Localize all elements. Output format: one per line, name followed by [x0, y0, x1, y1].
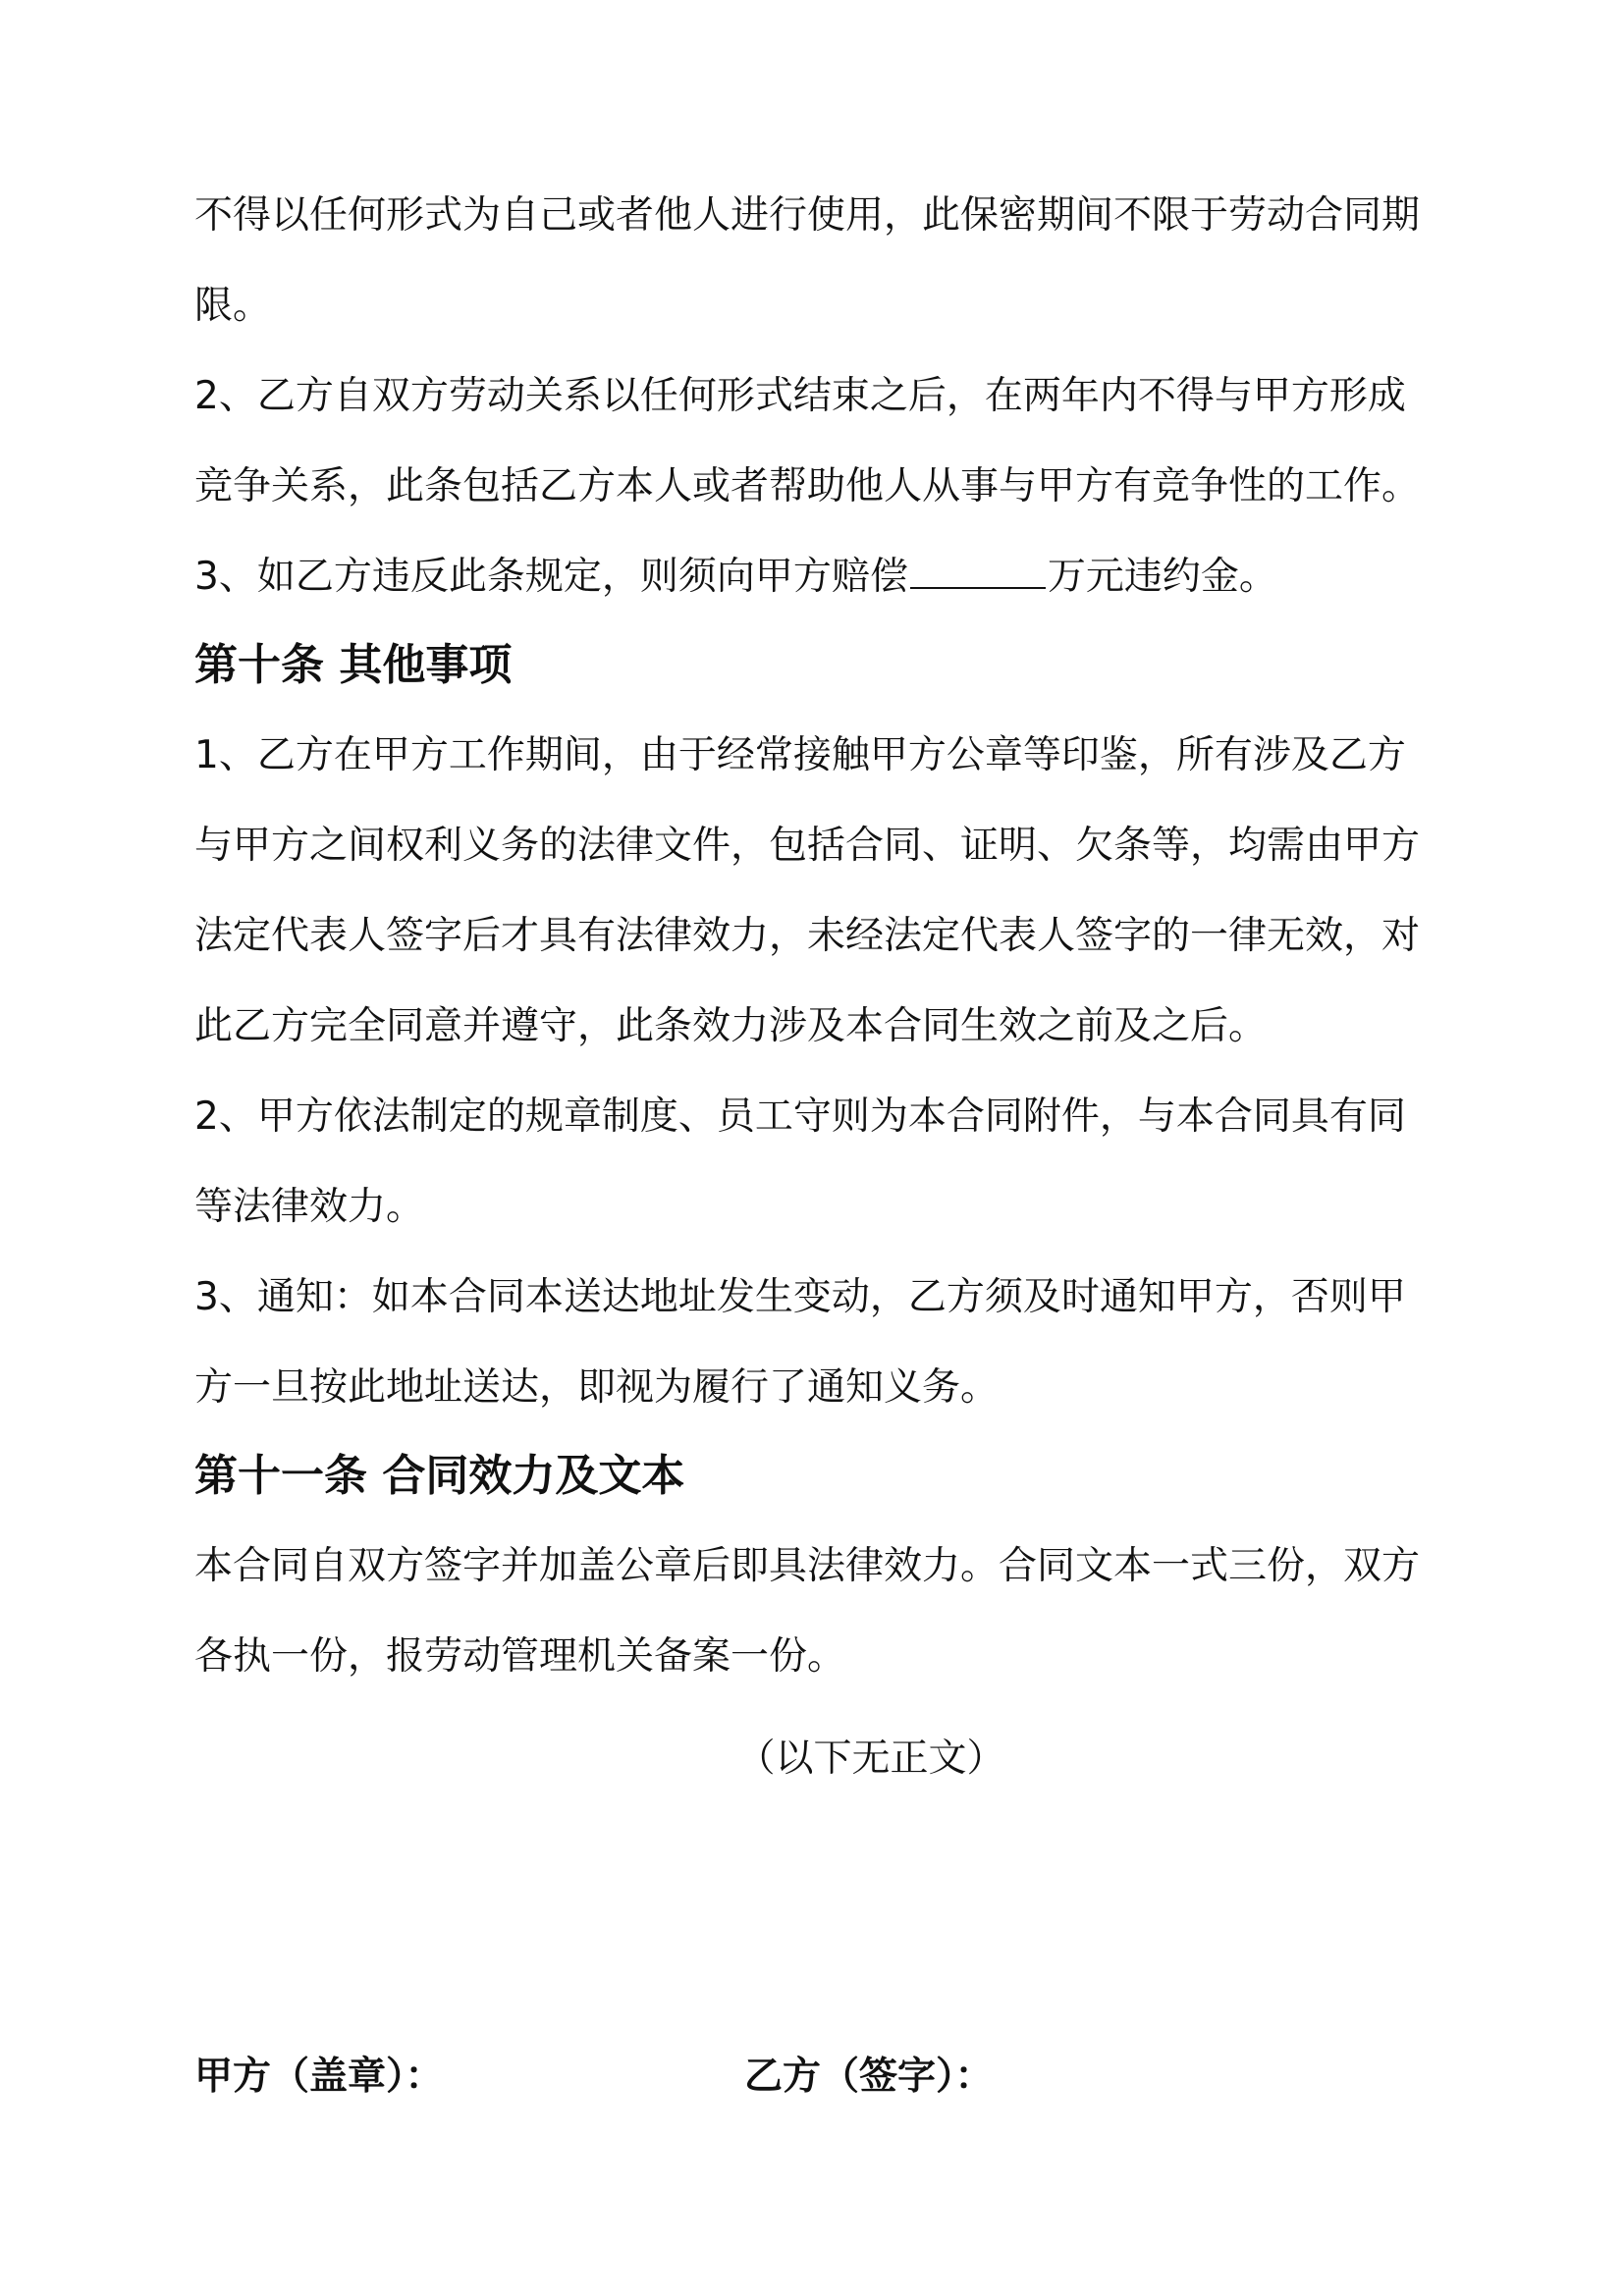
party-a-signature-label: 甲方（盖章）：: [194, 2055, 444, 2099]
paragraph-line: 2、甲方依法制定的规章制度、员工守则为本合同附件，与本合同具有同: [194, 1095, 1406, 1139]
paragraph-line: 各执一份，报劳动管理机关备案一份。: [194, 1634, 846, 1679]
paragraph-line: 3、通知：如本合同本送达地址发生变动，乙方须及时通知甲方，否则甲: [194, 1275, 1406, 1319]
paragraph-line: 2、乙方自双方劳动关系以任何形式结束之后，在两年内不得与甲方形成: [194, 374, 1406, 418]
paragraph-line: 本合同自双方签字并加盖公章后即具法律效力。合同文本一式三份，双方: [194, 1544, 1421, 1588]
paragraph-line: 等法律效力。: [194, 1185, 425, 1229]
paragraph-line: 1、乙方在甲方工作期间，由于经常接触甲方公章等印鉴，所有涉及乙方: [194, 733, 1406, 777]
penalty-clause-line: [194, 552, 1277, 603]
penalty-amount-blank: [910, 552, 1046, 589]
paragraph-line: 此乙方完全同意并遵守，此条效力涉及本合同生效之前及之后。: [194, 1004, 1268, 1048]
paragraph-line: 法定代表人签字后才具有法律效力，未经法定代表人签字的一律无效，对: [194, 914, 1421, 958]
section-heading-10: 第十条 其他事项: [194, 640, 513, 690]
party-b-signature-label: 乙方（签字）：: [744, 2055, 994, 2099]
end-of-text-note: （以下无正文）: [736, 1736, 1005, 1781]
paragraph-line: 方一旦按此地址送达，即视为履行了通知义务。: [194, 1365, 1000, 1410]
paragraph-line: 竞争关系，此条包括乙方本人或者帮助他人从事与甲方有竞争性的工作。: [194, 464, 1421, 508]
paragraph-line: 不得以任何形式为自己或者他人进行使用，此保密期间不限于劳动合同期: [194, 193, 1421, 238]
section-heading-11: 第十一条 合同效力及文本: [194, 1451, 685, 1501]
paragraph-line: 限。: [194, 284, 272, 328]
paragraph-line: 与甲方之间权利义务的法律文件，包括合同、证明、欠条等，均需由甲方: [194, 824, 1421, 868]
penalty-clause-text-after: 万元违约金。: [1047, 555, 1277, 599]
penalty-clause-text-before: 3、如乙方违反此条规定，则须向甲方赔偿: [194, 555, 908, 599]
